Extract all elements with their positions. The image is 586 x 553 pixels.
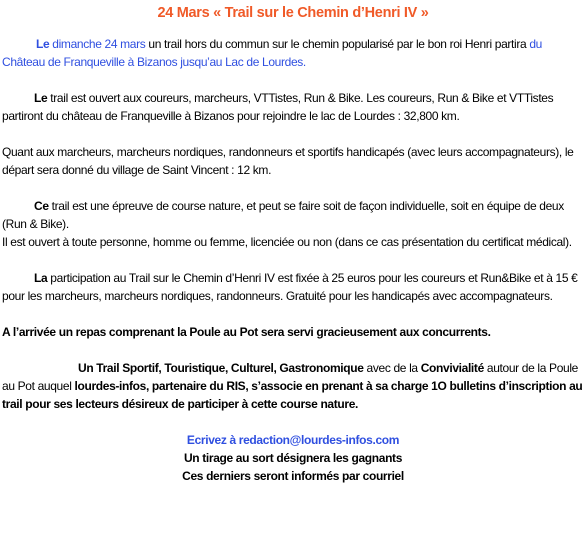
route-text: du Château de Franqueville à Bizanos jusqu’au Lac de Lourdes.: [2, 37, 542, 69]
paragraph-partner: [2, 359, 584, 413]
lead-word: Ce: [34, 199, 49, 213]
notify-line: Ces derniers seront informés par courriel: [182, 469, 404, 483]
intro-text: un trail hors du commun sur le chemin popularisé par le bon roi Henri partira: [145, 37, 530, 51]
paragraph-price: [2, 269, 584, 305]
paragraph-meal: A l’arrivée un repas comprenant la Poule au Pot sera servi gracieusement aux concurrents.: [2, 325, 491, 339]
lead-word: La: [34, 271, 48, 285]
price-text: participation au Trail sur le Chemin d’Henri IV est fixée à 25 euros pour les coureurs et Run&Bike et à 15 € pour les marcheurs, marcheurs nordiques, randonneurs. Gratuité pour les handicapés avec accompagnateurs.: [2, 271, 578, 303]
partner-bold-2: Convivialité: [420, 361, 484, 375]
contact-email-line[interactable]: Ecrivez à redaction@lourdes-infos.com: [186, 433, 400, 447]
paragraph-walkers: Quant aux marcheurs, marcheurs nordiques, randonneurs et sportifs handicapés (avec leurs accompagnateurs), le départ sera donné du village de Saint Vincent : 12 km.: [2, 145, 574, 177]
paragraph-lead: [2, 271, 47, 285]
article-title: 24 Mars « Trail sur le Chemin d’Henri IV »: [157, 5, 429, 21]
draw-line: Un tirage au sort désignera les gagnants: [183, 451, 403, 465]
event-date: dimanche 24 mars: [49, 37, 146, 51]
paragraph-lead: [2, 361, 78, 375]
partner-bold-1: Un Trail Sportif, Touristique, Culturel, Gastronomique: [78, 361, 364, 375]
partner-bold-3: lourdes-infos, partenaire du RIS, s’associe en prenant à sa charge 1O bulletins d’inscription au trail pour ses lecteurs désireux de participer à cette course nature.: [2, 379, 583, 411]
participants-text: trail est ouvert aux coureurs, marcheurs, VTTistes, Run & Bike. Les coureurs, Run & Bike et VTTistes partiront du château de Franqueville à Bizanos pour rejoindre le lac de Lourdes : 32,800 km.: [2, 91, 554, 123]
paragraph-lead: [2, 199, 49, 213]
course-text-1: trail est une épreuve de course nature, et peut se faire soit de façon individuelle, soit en équipe de deux (Run & Bike).: [2, 199, 564, 231]
lead-word: Le: [34, 91, 48, 105]
lead-word: Le: [36, 37, 50, 51]
paragraph-intro: [2, 35, 584, 71]
paragraph-lead: [2, 91, 47, 105]
paragraph-participants: [2, 89, 584, 125]
paragraph-lead: [2, 37, 49, 51]
partner-text-1: avec de la: [363, 361, 421, 375]
course-text-2: Il est ouvert à toute personne, homme ou femme, licenciée ou non (dans ce cas présentation du certificat médical).: [2, 235, 572, 249]
paragraph-course-nature: [2, 197, 584, 251]
call-to-action: [2, 431, 584, 485]
partner-text-2: autour de la Poule au Pot auquel: [2, 361, 578, 393]
